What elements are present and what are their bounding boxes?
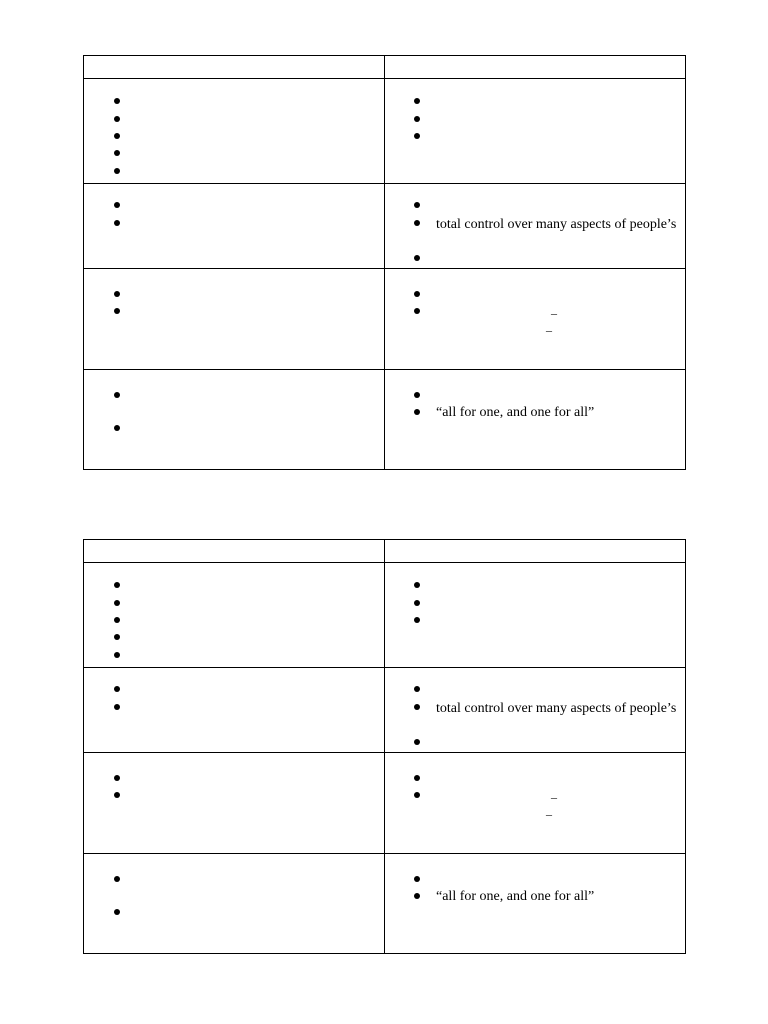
- bullet: [414, 876, 420, 882]
- bullet: [414, 739, 420, 745]
- table-cell: [385, 184, 686, 268]
- bullet: [414, 775, 420, 781]
- table-row: [84, 753, 686, 854]
- bullet: [114, 704, 120, 710]
- table-header-row: [84, 56, 686, 79]
- bullet: [114, 425, 120, 431]
- bullet: [114, 116, 120, 122]
- bullet: [114, 686, 120, 692]
- bullet: [114, 202, 120, 208]
- bullet: [414, 133, 420, 139]
- table-row: [84, 370, 686, 470]
- bullet: [114, 133, 120, 139]
- header-cell-left: [84, 56, 385, 78]
- bullet: [114, 308, 120, 314]
- blank-underscore: _: [551, 302, 557, 316]
- comparison-table-2: [83, 539, 686, 954]
- bullet: [114, 775, 120, 781]
- bullet: [414, 582, 420, 588]
- blank-underscore: _: [551, 786, 557, 800]
- bullet: [414, 617, 420, 623]
- blank-underscore: _: [546, 319, 552, 333]
- table-cell: [385, 668, 686, 752]
- table-cell: [385, 753, 686, 853]
- table-cell: [385, 854, 686, 953]
- table-cell: [84, 370, 385, 469]
- bullet: [114, 600, 120, 606]
- bullet: [414, 291, 420, 297]
- bullet: [114, 617, 120, 623]
- bullet: [114, 909, 120, 915]
- table-row: [84, 79, 686, 184]
- bullet: [114, 582, 120, 588]
- table-cell: [84, 668, 385, 752]
- header-cell-right: [385, 56, 686, 78]
- table-cell: [385, 79, 686, 183]
- table-cell: [84, 753, 385, 853]
- bullet: [114, 168, 120, 174]
- comparison-table-1: [83, 55, 686, 470]
- bullet: [414, 409, 420, 415]
- bullet: [114, 98, 120, 104]
- bullet: [114, 291, 120, 297]
- header-cell-right: [385, 540, 686, 562]
- bullet-text: total control over many aspects of people’s: [436, 217, 677, 232]
- bullet: [414, 600, 420, 606]
- bullet: [414, 116, 420, 122]
- bullet: [114, 876, 120, 882]
- bullet: [114, 792, 120, 798]
- table-row: [84, 269, 686, 370]
- table-cell: [385, 563, 686, 667]
- blank-underscore: _: [546, 803, 552, 817]
- table-cell: [84, 79, 385, 183]
- table-row: [84, 563, 686, 668]
- bullet: [414, 202, 420, 208]
- bullet: [414, 98, 420, 104]
- bullet: [414, 792, 420, 798]
- bullet: [414, 308, 420, 314]
- bullet: [114, 652, 120, 658]
- header-cell-left: [84, 540, 385, 562]
- table-cell: [385, 370, 686, 469]
- bullet: [114, 634, 120, 640]
- bullet: [414, 686, 420, 692]
- table-cell: [84, 563, 385, 667]
- bullet: [414, 893, 420, 899]
- table-row: [84, 668, 686, 753]
- table-cell: [84, 854, 385, 953]
- bullet: [414, 392, 420, 398]
- table-cell: [84, 269, 385, 369]
- bullet-text: “all for one, and one for all”: [436, 889, 595, 904]
- bullet-text: “all for one, and one for all”: [436, 405, 595, 420]
- bullet: [414, 220, 420, 226]
- table-cell: [385, 269, 686, 369]
- bullet: [414, 255, 420, 261]
- bullet: [114, 150, 120, 156]
- bullet: [414, 704, 420, 710]
- table-header-row: [84, 540, 686, 563]
- table-cell: [84, 184, 385, 268]
- bullet: [114, 392, 120, 398]
- table-row: [84, 854, 686, 954]
- bullet-text: total control over many aspects of people’s: [436, 701, 677, 716]
- table-row: [84, 184, 686, 269]
- bullet: [114, 220, 120, 226]
